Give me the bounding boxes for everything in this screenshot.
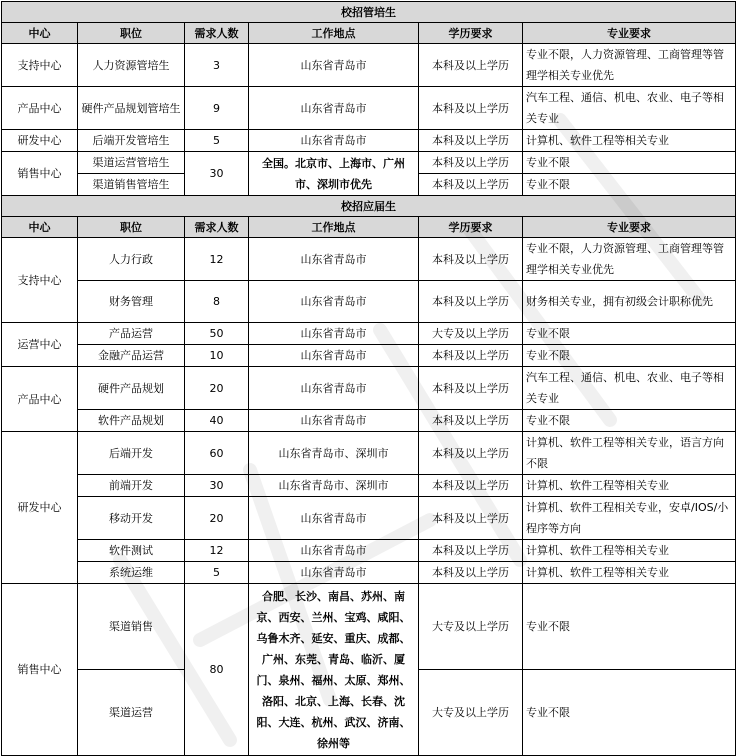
header-count: 需求人数 <box>185 217 249 238</box>
table-row <box>2 281 736 323</box>
header-education: 学历要求 <box>419 217 523 238</box>
location-cell: 山东省青岛市 <box>249 87 419 130</box>
table-row <box>2 475 736 497</box>
education-cell: 本科及以上学历 <box>419 345 523 367</box>
header-major: 专业要求 <box>523 23 736 44</box>
position-cell: 硬件产品规划管培生 <box>78 87 185 130</box>
major-cell: 专业不限 <box>523 174 736 196</box>
education-cell: 本科及以上学历 <box>419 174 523 196</box>
section-title-graduate: 校招应届生 <box>2 196 736 217</box>
education-cell: 本科及以上学历 <box>419 497 523 540</box>
table-row <box>2 367 736 410</box>
major-cell: 汽车工程、通信、机电、农业、电子等相关专业 <box>523 367 736 410</box>
major-cell: 专业不限 <box>523 584 736 670</box>
center-cell: 运营中心 <box>2 323 78 367</box>
table-row <box>2 238 736 281</box>
count-cell: 5 <box>185 130 249 152</box>
major-cell: 计算机、软件工程相关专业，安卓/IOS/小程序等方向 <box>523 497 736 540</box>
major-cell: 计算机、软件工程等相关专业 <box>523 475 736 497</box>
count-cell: 9 <box>185 87 249 130</box>
header-center: 中心 <box>2 23 78 44</box>
count-cell: 40 <box>185 410 249 432</box>
center-cell: 支持中心 <box>2 44 78 87</box>
location-cell: 山东省青岛市 <box>249 44 419 87</box>
header-location: 工作地点 <box>249 217 419 238</box>
header-position: 职位 <box>78 217 185 238</box>
major-cell: 汽车工程、通信、机电、农业、电子等相关专业 <box>523 87 736 130</box>
location-cell: 全国。北京市、上海市、广州市、深圳市优先 <box>249 152 419 196</box>
header-location: 工作地点 <box>249 23 419 44</box>
position-cell: 渠道运营 <box>78 670 185 756</box>
table-row <box>2 345 736 367</box>
education-cell: 本科及以上学历 <box>419 410 523 432</box>
location-cell: 山东省青岛市 <box>249 281 419 323</box>
count-cell: 5 <box>185 562 249 584</box>
center-cell: 销售中心 <box>2 152 78 196</box>
education-cell: 本科及以上学历 <box>419 87 523 130</box>
location-cell: 山东省青岛市 <box>249 130 419 152</box>
position-cell: 移动开发 <box>78 497 185 540</box>
count-cell: 12 <box>185 238 249 281</box>
position-cell: 软件测试 <box>78 540 185 562</box>
position-cell: 人力行政 <box>78 238 185 281</box>
major-cell: 财务相关专业，拥有初级会计职称优先 <box>523 281 736 323</box>
count-cell: 80 <box>185 584 249 756</box>
table-row <box>2 152 736 174</box>
education-cell: 本科及以上学历 <box>419 562 523 584</box>
header-position: 职位 <box>78 23 185 44</box>
location-cell: 山东省青岛市 <box>249 497 419 540</box>
location-cell: 山东省青岛市 <box>249 238 419 281</box>
position-cell: 渠道销售管培生 <box>78 174 185 196</box>
education-cell: 本科及以上学历 <box>419 152 523 174</box>
center-cell: 产品中心 <box>2 87 78 130</box>
position-cell: 渠道运营管培生 <box>78 152 185 174</box>
table-row <box>2 584 736 670</box>
education-cell: 本科及以上学历 <box>419 238 523 281</box>
table-row <box>2 562 736 584</box>
major-cell: 计算机、软件工程等相关专业 <box>523 562 736 584</box>
header-major: 专业要求 <box>523 217 736 238</box>
center-cell: 研发中心 <box>2 130 78 152</box>
count-cell: 3 <box>185 44 249 87</box>
center-cell: 产品中心 <box>2 367 78 432</box>
major-cell: 专业不限 <box>523 345 736 367</box>
education-cell: 大专及以上学历 <box>419 584 523 670</box>
education-cell: 本科及以上学历 <box>419 432 523 475</box>
center-cell: 销售中心 <box>2 584 78 756</box>
center-cell: 支持中心 <box>2 238 78 323</box>
count-cell: 12 <box>185 540 249 562</box>
education-cell: 本科及以上学历 <box>419 281 523 323</box>
header-count: 需求人数 <box>185 23 249 44</box>
position-cell: 财务管理 <box>78 281 185 323</box>
header-center: 中心 <box>2 217 78 238</box>
table-row <box>2 323 736 345</box>
count-cell: 20 <box>185 497 249 540</box>
position-cell: 前端开发 <box>78 475 185 497</box>
count-cell: 50 <box>185 323 249 345</box>
education-cell: 本科及以上学历 <box>419 475 523 497</box>
count-cell: 30 <box>185 475 249 497</box>
location-cell: 山东省青岛市、深圳市 <box>249 432 419 475</box>
location-cell: 山东省青岛市 <box>249 540 419 562</box>
position-cell: 软件产品规划 <box>78 410 185 432</box>
count-cell: 20 <box>185 367 249 410</box>
position-cell: 金融产品运营 <box>78 345 185 367</box>
table-row <box>2 44 736 87</box>
education-cell: 本科及以上学历 <box>419 44 523 87</box>
major-cell: 计算机、软件工程等相关专业，语言方向不限 <box>523 432 736 475</box>
location-cell: 山东省青岛市、深圳市 <box>249 475 419 497</box>
position-cell: 后端开发管培生 <box>78 130 185 152</box>
education-cell: 本科及以上学历 <box>419 367 523 410</box>
major-cell: 计算机、软件工程等相关专业 <box>523 540 736 562</box>
major-cell: 专业不限 <box>523 323 736 345</box>
count-cell: 10 <box>185 345 249 367</box>
table-row <box>2 130 736 152</box>
major-cell: 专业不限 <box>523 410 736 432</box>
position-cell: 系统运维 <box>78 562 185 584</box>
table-row <box>2 497 736 540</box>
recruitment-table <box>1 1 736 756</box>
table-row <box>2 87 736 130</box>
major-cell: 专业不限 <box>523 670 736 756</box>
count-cell: 60 <box>185 432 249 475</box>
location-cell: 山东省青岛市 <box>249 323 419 345</box>
position-cell: 渠道销售 <box>78 584 185 670</box>
center-cell: 研发中心 <box>2 432 78 584</box>
position-cell: 硬件产品规划 <box>78 367 185 410</box>
location-cell: 山东省青岛市 <box>249 345 419 367</box>
education-cell: 本科及以上学历 <box>419 130 523 152</box>
education-cell: 大专及以上学历 <box>419 323 523 345</box>
count-cell: 30 <box>185 152 249 196</box>
education-cell: 大专及以上学历 <box>419 670 523 756</box>
table-row <box>2 432 736 475</box>
header-education: 学历要求 <box>419 23 523 44</box>
section-title-trainee: 校招管培生 <box>2 2 736 23</box>
major-cell: 专业不限 <box>523 152 736 174</box>
major-cell: 专业不限，人力资源管理、工商管理等管理学相关专业优先 <box>523 238 736 281</box>
major-cell: 计算机、软件工程等相关专业 <box>523 130 736 152</box>
count-cell: 8 <box>185 281 249 323</box>
position-cell: 人力资源管培生 <box>78 44 185 87</box>
position-cell: 后端开发 <box>78 432 185 475</box>
table-row <box>2 410 736 432</box>
location-cell: 山东省青岛市 <box>249 410 419 432</box>
location-cell: 山东省青岛市 <box>249 562 419 584</box>
education-cell: 本科及以上学历 <box>419 540 523 562</box>
position-cell: 产品运营 <box>78 323 185 345</box>
location-cell: 山东省青岛市 <box>249 367 419 410</box>
table-row <box>2 540 736 562</box>
location-cell: 合肥、长沙、南昌、苏州、南京、西安、兰州、宝鸡、咸阳、乌鲁木齐、延安、重庆、成都、广州、东莞、青岛、临沂、厦门、泉州、福州、太原、郑州、洛阳、北京、上海、长春、沈阳、大连、杭州、武汉、济南、徐州等 <box>249 584 419 756</box>
major-cell: 专业不限，人力资源管理、工商管理等管理学相关专业优先 <box>523 44 736 87</box>
